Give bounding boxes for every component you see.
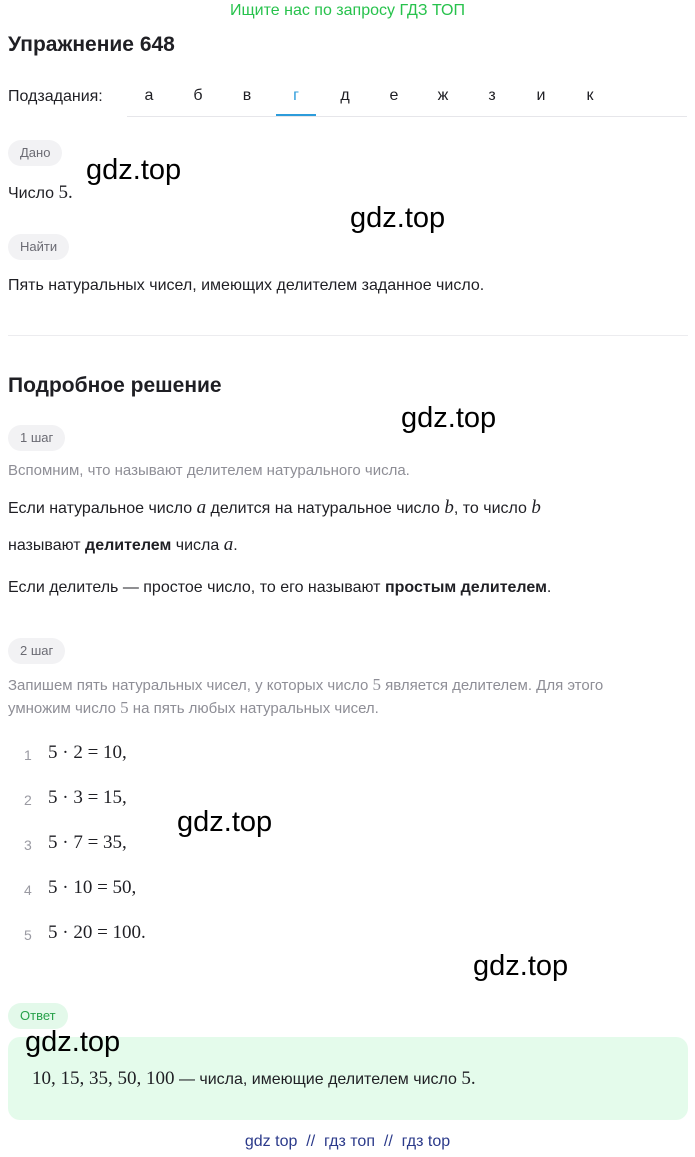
tab-i[interactable]: и — [536, 87, 546, 104]
list-item-number: 4 — [24, 882, 32, 898]
step1-line3 — [8, 579, 551, 597]
list-item-expr: 5 · 3 = 15, — [48, 787, 127, 808]
var-a2: a — [223, 534, 234, 555]
tab-b[interactable]: б — [193, 87, 203, 104]
list-item-number: 2 — [24, 792, 32, 808]
step1-line1 — [8, 497, 541, 519]
list-item-expr: 5 · 10 = 50, — [48, 877, 137, 898]
var-a: a — [196, 497, 207, 518]
list-item-number: 5 — [24, 927, 32, 943]
answer-text — [32, 1068, 476, 1090]
answer-badge: Ответ — [8, 1003, 68, 1029]
step2-hint-1a: Запишем пять натуральных чисел, у которых число — [8, 677, 373, 694]
watermark: gdz.top — [350, 202, 446, 234]
tab-k[interactable]: к — [586, 87, 594, 104]
step1-line2 — [8, 534, 238, 556]
given-number: 5. — [58, 182, 73, 203]
step1-badge: 1 шаг — [8, 425, 65, 451]
step1-line1-b: делится на натуральное число — [206, 500, 445, 517]
step1-line2-a: называют — [8, 537, 86, 554]
step1-line2-end: . — [233, 537, 238, 554]
tab-v[interactable]: в — [242, 87, 252, 104]
search-banner[interactable]: Ищите нас по запросу ГДЗ ТОП — [230, 2, 465, 19]
step1-line1-a: Если натуральное число — [8, 500, 197, 517]
step2-hint-2num: 5 — [120, 698, 129, 717]
list-item-expr: 5 · 20 = 100. — [48, 922, 146, 943]
step1-line2-b: числа — [171, 537, 224, 554]
given-prefix: Число — [8, 185, 59, 202]
var-b: b — [444, 497, 454, 518]
step1-line3-a: Если делитель — простое число, то его называют — [8, 579, 385, 596]
find-badge: Найти — [8, 234, 69, 260]
step2-hint-1num: 5 — [372, 675, 382, 694]
prime-divisor-term: простым делителем — [384, 579, 547, 596]
step2-hint-2a: умножим число — [8, 700, 121, 717]
watermark: gdz.top — [177, 806, 273, 838]
list-item-number: 3 — [24, 837, 32, 853]
step2-hint-2 — [8, 698, 379, 718]
subtasks-label: Подзадания: — [8, 88, 103, 105]
step1-hint: Вспомним, что называют делителем натурального числа. — [8, 462, 410, 479]
given-text — [8, 182, 73, 204]
watermark: gdz.top — [401, 402, 497, 434]
list-item-expr: 5 · 2 = 10, — [48, 742, 127, 763]
step2-hint-2b: на пять любых натуральных чисел. — [128, 700, 379, 717]
var-b2: b — [531, 497, 541, 518]
list-item-expr: 5 · 7 = 35, — [48, 832, 127, 853]
subtasks-tabs — [127, 80, 687, 117]
tab-z[interactable]: з — [488, 87, 496, 104]
answer-number: 5. — [461, 1068, 476, 1089]
solution-heading: Подробное решение — [8, 374, 222, 397]
footer-links[interactable]: gdz top // гдз топ // гдз top — [244, 1133, 451, 1150]
tab-d[interactable]: д — [340, 87, 350, 104]
watermark: gdz.top — [25, 1026, 121, 1058]
tab-g[interactable]: г — [276, 80, 316, 116]
answer-numbers: 10, 15, 35, 50, 100 — [32, 1068, 175, 1089]
tab-zh[interactable]: ж — [437, 87, 449, 104]
tab-e[interactable]: е — [389, 87, 399, 104]
list-item-number: 1 — [24, 747, 32, 763]
step1-line3-end: . — [546, 579, 552, 596]
step2-hint-1 — [8, 675, 603, 695]
step2-hint-1b: является делителем. Для этого — [381, 677, 604, 694]
find-text: Пять натуральных чисел, имеющих делителем заданное число. — [8, 277, 485, 294]
watermark: gdz.top — [473, 950, 569, 982]
answer-phrase: — числа, имеющие делителем число — [174, 1071, 462, 1088]
watermark: gdz.top — [86, 154, 182, 186]
divisor-term: делителем — [85, 537, 172, 554]
tab-a[interactable]: а — [144, 87, 154, 104]
page-title: Упражнение 648 — [8, 33, 175, 56]
given-badge: Дано — [8, 140, 62, 166]
step2-badge: 2 шаг — [8, 638, 65, 664]
step1-line1-c: , то число — [453, 500, 532, 517]
divider — [8, 335, 688, 336]
